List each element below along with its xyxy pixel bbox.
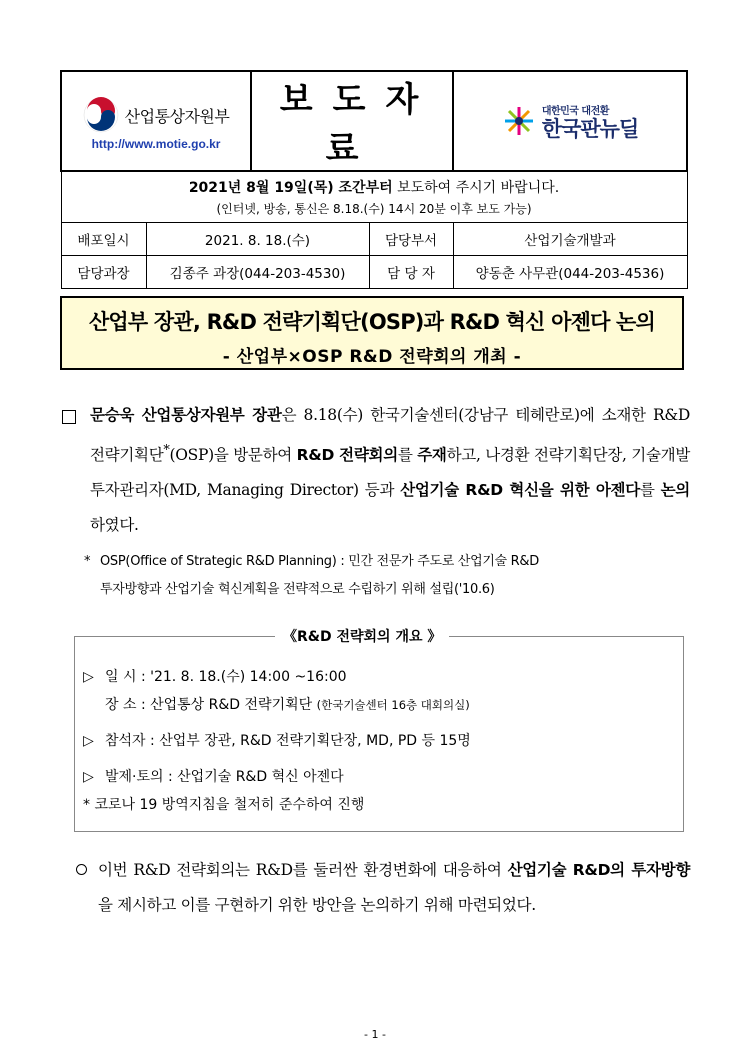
footnote-line-2: 투자방향과 산업기술 혁신계획을 전략적으로 수립하기 위해 설립('10.6) bbox=[100, 582, 495, 597]
new-deal-logo-cell bbox=[453, 71, 687, 171]
triangle-bullet-icon: ▷ bbox=[83, 733, 94, 749]
press-title-cell bbox=[251, 71, 453, 171]
new-deal-slogan: 대한민국 대전환 bbox=[541, 105, 609, 117]
page-number: - 1 - bbox=[364, 1028, 386, 1041]
contact-label: 담 당 자 bbox=[369, 256, 453, 289]
department-value: 산업기술개발과 bbox=[453, 223, 687, 256]
para1-text-2: (OSP)을 방문하여 bbox=[169, 446, 297, 465]
overview-place bbox=[83, 691, 471, 719]
para1-bold-discuss: 논의 bbox=[660, 481, 690, 500]
para1-bold-agenda: 산업기술 R&D 혁신을 위한 아젠다 bbox=[400, 481, 640, 500]
press-header-table bbox=[60, 70, 688, 289]
headline-subtitle: - 산업부×OSP R&D 전략회의 개최 - bbox=[222, 347, 522, 367]
para1-bold-meeting: R&D 전략회의 bbox=[296, 446, 398, 465]
footnote-line-1: OSP(Office of Strategic R&D Planning) : 민간 전문가 주도로 산업기술 R&D bbox=[100, 554, 539, 569]
ministry-logo-cell bbox=[61, 71, 251, 171]
square-bullet-icon bbox=[62, 410, 76, 424]
distribution-date-label: 배포일시 bbox=[61, 223, 146, 256]
overview-place-note: (한국기술센터 16층 대회의실) bbox=[316, 698, 470, 712]
para2-text-2: 을 제시하고 이를 구현하기 위한 방안을 논의하기 위해 마련되었다. bbox=[98, 896, 536, 914]
manager-value: 김종주 과장(044-203-4530) bbox=[146, 256, 369, 289]
embargo-notice bbox=[61, 171, 687, 223]
footnote-marker: * bbox=[163, 443, 170, 458]
press-release-title: 보도자료 bbox=[279, 80, 439, 169]
body-paragraph-2 bbox=[98, 853, 690, 923]
overview-covid-note: * 코로나 19 방역지침을 철저히 준수하여 진행 bbox=[83, 797, 365, 813]
embargo-request: 보도하여 주시기 바랍니다. bbox=[392, 180, 560, 196]
embargo-date: 2021년 8월 19일(목) 조간부터 bbox=[188, 180, 393, 196]
new-deal-logo-icon bbox=[502, 104, 536, 138]
para1-text-1: 은 8.18(수) 한국기술센터(강남구 테헤란로)에 소재한 R&D 전략기획단 bbox=[90, 406, 690, 465]
overview-title: 《R&D 전략회의 개요 》 bbox=[275, 626, 449, 646]
overview-date-text: 일 시 : '21. 8. 18.(수) 14:00 ~16:00 bbox=[105, 669, 347, 685]
contact-value: 양동춘 사무관(044-203-4536) bbox=[453, 256, 687, 289]
para1-bold-preside: 주재 bbox=[417, 446, 447, 465]
para2-text-1: 이번 R&D 전략회의는 R&D를 둘러싼 환경변화에 대응하여 bbox=[98, 861, 508, 879]
para2-bold-investment: 산업기술 R&D의 투자방향 bbox=[507, 861, 691, 879]
triangle-bullet-icon: ▷ bbox=[83, 769, 94, 785]
para1-text-5: 를 bbox=[639, 481, 661, 500]
para1-text-3: 를 bbox=[397, 446, 418, 465]
para1-text-6: 하였다. bbox=[90, 516, 139, 535]
distribution-date-value: 2021. 8. 18.(수) bbox=[146, 223, 369, 256]
body-paragraph-1 bbox=[90, 398, 690, 543]
headline-box bbox=[60, 296, 684, 370]
overview-presentation bbox=[83, 763, 471, 791]
overview-presentation-text: 발제·토의 : 산업기술 R&D 혁신 아젠다 bbox=[105, 769, 344, 785]
taegeuk-emblem-icon bbox=[83, 97, 119, 133]
new-deal-name: 한국판뉴딜 bbox=[541, 116, 639, 141]
footnote-star: * bbox=[84, 554, 91, 569]
para1-text-4: 하고, 나경환 전략기획단장, 기술개발 투자관리자(MD, Managing Director) 등과 bbox=[90, 446, 690, 500]
headline-title: 산업부 장관, R&D 전략기획단(OSP)과 R&D 혁신 아젠다 논의 bbox=[88, 310, 656, 334]
overview-attendees-text: 참석자 : 산업부 장관, R&D 전략기획단장, MD, PD 등 15명 bbox=[105, 733, 471, 749]
footnote bbox=[84, 548, 694, 604]
embargo-online-note: (인터넷, 방송, 통신은 8.18.(수) 14시 20분 이후 보도 가능) bbox=[216, 202, 532, 216]
overview-place-text: 장 소 : 산업통상 R&D 전략기획단 bbox=[105, 697, 317, 713]
minister-name: 문승욱 산업통상자원부 장관 bbox=[90, 406, 282, 424]
manager-label: 담당과장 bbox=[61, 256, 146, 289]
ministry-name: 산업통상자원부 bbox=[124, 106, 230, 126]
department-label: 담당부서 bbox=[369, 223, 453, 256]
ministry-url[interactable]: http://www.motie.go.kr bbox=[91, 137, 221, 151]
overview-attendees bbox=[83, 727, 471, 755]
circle-bullet-icon bbox=[76, 864, 87, 875]
meeting-overview-box bbox=[74, 629, 684, 832]
overview-date bbox=[83, 663, 471, 691]
triangle-bullet-icon: ▷ bbox=[83, 669, 94, 685]
